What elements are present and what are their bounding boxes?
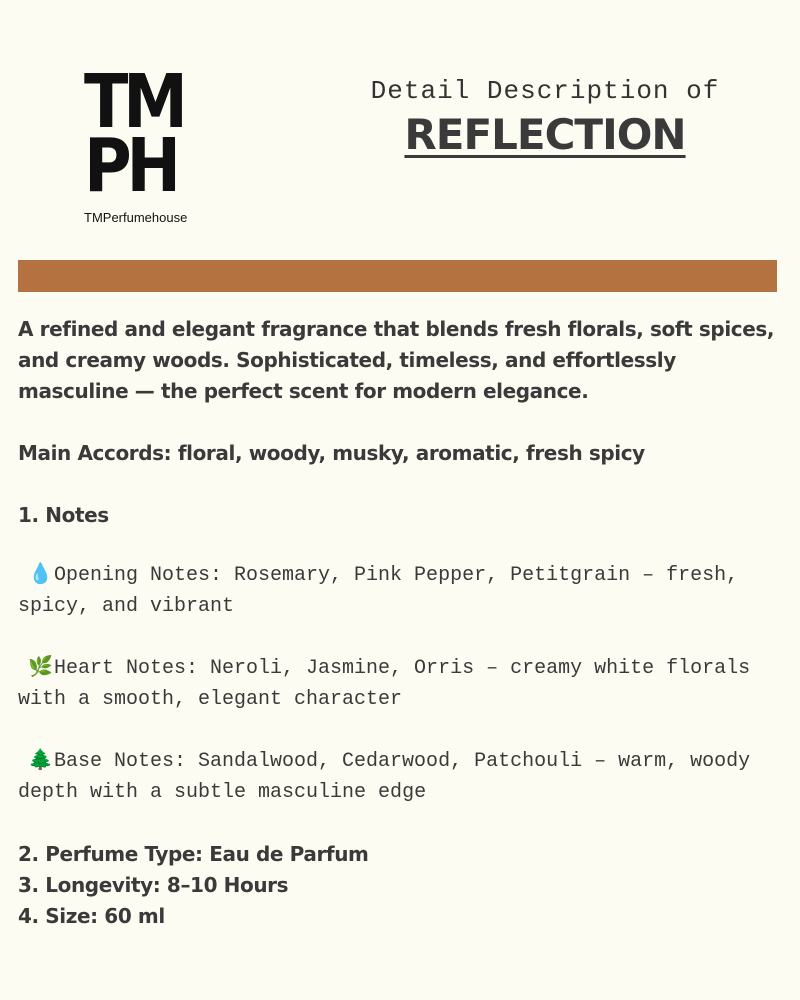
logo-mark: [84, 59, 198, 209]
longevity: 3. Longevity: 8–10 Hours: [18, 873, 289, 897]
logo-mark-line-2: PH: [84, 123, 176, 209]
main-accords: Main Accords: floral, woody, musky, aromatic, fresh spicy: [18, 441, 645, 465]
header: [330, 76, 760, 159]
heart-notes-text: Heart Notes: Neroli, Jasmine, Orris – creamy white florals with a smooth, elegant character: [18, 657, 751, 711]
product-description: A refined and elegant fragrance that blends fresh florals, soft spices, and creamy woods. Sophisticated, timeless, and effortlessly masculine — the perfect scent for modern elegance.: [18, 317, 775, 403]
perfume-type: 2. Perfume Type: Eau de Parfum: [18, 842, 369, 866]
notes-heading: 1. Notes: [18, 503, 109, 527]
tree-icon: 🌲: [28, 750, 53, 773]
description-section: [18, 314, 780, 932]
logo-mark-line-1: TM: [84, 59, 183, 145]
accent-divider-bar: [18, 260, 777, 292]
page-title: REFLECTION: [404, 110, 686, 159]
page-subtitle: Detail Description of: [370, 76, 720, 106]
droplet-icon: 💧: [28, 564, 53, 587]
size: 4. Size: 60 ml: [18, 904, 165, 928]
heart-notes: [18, 653, 780, 715]
base-notes: [18, 746, 780, 808]
base-notes-text: Base Notes: Sandalwood, Cedarwood, Patchouli – warm, woody depth with a subtle masculine edge: [18, 750, 751, 804]
brand-logo: [84, 59, 214, 230]
brand-name: TMPerfumehouse: [84, 210, 188, 225]
herb-icon: 🌿: [28, 657, 53, 680]
opening-notes-text: Opening Notes: Rosemary, Pink Pepper, Petitgrain – fresh, spicy, and vibrant: [18, 564, 739, 618]
opening-notes: [18, 560, 780, 622]
